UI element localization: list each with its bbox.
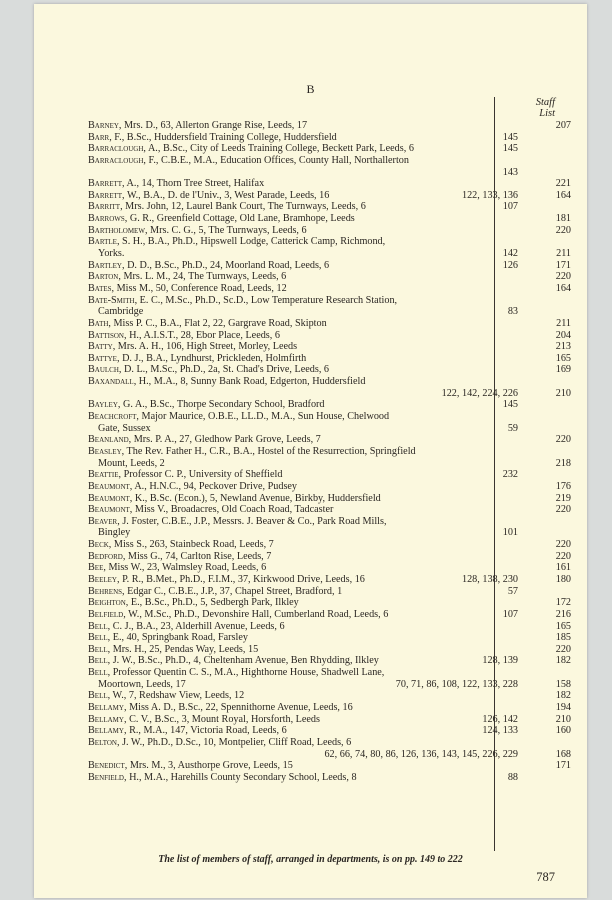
entry-line	[88, 480, 571, 493]
entry-details: , A., 14, Thorn Tree Street, Halifax	[122, 178, 265, 190]
entry-surname: Barrett	[88, 189, 123, 201]
entry-surname: Bellamy	[88, 702, 124, 714]
entry-surname: Benedict	[88, 760, 125, 772]
entry-line	[88, 597, 571, 609]
entry-surname: Bartholomew	[88, 224, 145, 236]
entry-text	[88, 562, 266, 574]
entry-staff-list-page: 220	[555, 643, 571, 655]
entry-line	[88, 189, 571, 202]
entry-details: , D. J., B.A., Lyndhurst, Prickleden, Holmfirth	[116, 352, 307, 364]
entry-staff-list-page: 158	[555, 678, 571, 690]
entry-line	[88, 411, 518, 423]
entry-surname: Bellamy	[88, 725, 124, 737]
entry-continuation-line	[88, 678, 571, 691]
entry-text	[88, 644, 258, 656]
entry-details: , Major Maurice, O.B.E., LL.D., M.A., Sun House, Chelwood	[136, 411, 390, 423]
entry-details: , P. R., B.Met., Ph.D., F.I.M., 37, Kirkwood Drive, Leeds, 16	[116, 573, 365, 585]
entry-surname: Bellamy	[88, 713, 124, 725]
entry-text	[88, 714, 320, 726]
entry-line	[88, 760, 571, 772]
entry-line	[88, 469, 518, 481]
staff-header-line-2: List	[539, 108, 555, 119]
entry-continuation-text: Mount, Leeds, 2	[98, 457, 165, 469]
entry-details: , K., B.Sc. (Econ.), 5, Newland Avenue, Birkby, Huddersfield	[129, 492, 381, 504]
entry-continuation-text: Yorks.	[98, 248, 125, 260]
entry-details: , J. W., Ph.D., D.Sc., 10, Montpelier, Cliff Road, Leeds, 6	[116, 736, 352, 748]
entry-surname: Beaumont	[88, 504, 130, 516]
entry-line	[88, 155, 518, 167]
entry-page-refs: 107	[502, 608, 518, 620]
entry-details: , W., B.A., D. de l'Univ., 3, West Parade, Leeds, 16	[122, 189, 330, 201]
entry-continuation-line	[88, 248, 571, 260]
entry-surname: Bee	[88, 562, 104, 574]
entry-details: , W., M.Sc., Ph.D., Devonshire Hall, Cumberland Road, Leeds, 6	[123, 608, 389, 620]
entry-line	[88, 376, 518, 388]
entry-line	[88, 213, 571, 225]
entry-details: , G. A., B.Sc., Thorpe Secondary School, Bradford	[117, 399, 325, 411]
entry-text	[88, 330, 280, 342]
entry-staff-list-page: 171	[555, 760, 571, 772]
entry-surname: Barrows	[88, 213, 125, 225]
entry-staff-list-page: 161	[555, 562, 571, 574]
entry-text	[88, 364, 329, 376]
entry-page-refs: 126, 142	[482, 713, 518, 725]
entry-line	[88, 713, 571, 726]
footnote: The list of members of staff, arranged in departments, is on pp. 149 to 222	[158, 854, 463, 865]
entry-line	[88, 341, 571, 353]
entry-surname: Beanland	[88, 434, 129, 446]
entry-details: , Mrs. M., 3, Austhorpe Grove, Leeds, 15	[124, 760, 293, 772]
entry-continuation-line	[88, 306, 518, 318]
entry-staff-list-page: 220	[555, 271, 571, 283]
entry-surname: Barritt	[88, 201, 121, 213]
entry-surname: Barraclough	[88, 154, 144, 166]
entry-staff-list-page: 181	[555, 213, 571, 225]
entry-surname: Beaumont	[88, 492, 130, 504]
entry-details: , R., M.A., 147, Victoria Road, Leeds, 6	[123, 725, 287, 737]
entry-line	[88, 201, 518, 213]
entry-staff-list-page: 218	[555, 457, 571, 469]
entry-surname: Bartley	[88, 259, 122, 271]
entry-line	[88, 492, 571, 505]
entry-surname: Bell	[88, 632, 108, 644]
entry-surname: Bath	[88, 317, 109, 329]
entry-text	[88, 574, 365, 586]
entry-details: , H., M.A., Harehills County Secondary School, Leeds, 8	[123, 771, 357, 783]
entry-surname: Bayley	[88, 399, 118, 411]
entry-surname: Beasley	[88, 445, 122, 457]
entry-details: , The Rev. Father H., C.R., B.A., Hostel of the Resurrection, Springfield	[121, 445, 416, 457]
entry-text	[88, 271, 286, 283]
entry-line	[88, 620, 571, 633]
entry-surname: Belton	[88, 736, 117, 748]
entry-text	[88, 201, 366, 213]
entry-text	[88, 318, 327, 330]
entry-staff-list-page: 164	[555, 282, 571, 294]
entry-text	[88, 132, 337, 144]
entry-continuation-line	[88, 423, 518, 435]
entry-text	[88, 399, 325, 411]
entry-staff-list-page: 169	[555, 364, 571, 376]
entry-text	[88, 632, 248, 644]
entry-surname: Beeley	[88, 573, 117, 585]
entry-details: , S. H., B.A., Ph.D., Hipswell Lodge, Catterick Camp, Richmond,	[116, 236, 386, 248]
entry-details: , D. D., B.Sc., Ph.D., 24, Moorland Road, Leeds, 6	[121, 259, 330, 271]
entry-staff-list-page: 211	[556, 317, 571, 329]
entry-line	[88, 282, 571, 295]
entry-staff-list-page: 220	[555, 550, 571, 562]
entry-page-refs: 142	[502, 248, 518, 260]
entry-page-refs: 145	[502, 399, 518, 411]
entry-staff-list-page: 165	[555, 620, 571, 632]
entry-surname: Bate-Smith	[88, 294, 135, 306]
entry-text	[88, 760, 293, 772]
entry-line	[88, 562, 571, 574]
section-letter: B	[306, 82, 315, 96]
entry-details: , Miss M., 50, Conference Road, Leeds, 12	[111, 282, 287, 294]
entry-staff-list-page: 160	[555, 725, 571, 737]
entry-text	[88, 120, 307, 132]
entry-continuation-line	[88, 457, 571, 470]
entry-staff-list-page: 220	[555, 539, 571, 551]
entry-line	[88, 539, 571, 551]
page-number: 787	[536, 870, 555, 884]
entry-surname: Beaver	[88, 515, 118, 527]
entry-line	[88, 364, 571, 376]
entry-surname: Battye	[88, 352, 117, 364]
entry-text	[88, 539, 274, 551]
entry-text	[88, 586, 342, 598]
entry-surname: Bell	[88, 620, 108, 632]
entry-details: , Mrs. H., 25, Pendas Way, Leeds, 15	[107, 643, 259, 655]
entry-details: , Mrs. P. A., 27, Gledhow Park Grove, Leeds, 7	[128, 434, 321, 446]
entry-details: , H., A.I.S.T., 28, Ebor Place, Leeds, 6	[123, 329, 280, 341]
entry-line	[88, 399, 518, 411]
entry-staff-list-page: 220	[555, 434, 571, 446]
entry-line	[88, 586, 518, 598]
entry-details: , E. C., M.Sc., Ph.D., Sc.D., Low Temperature Research Station,	[134, 294, 398, 306]
entry-text	[88, 504, 333, 516]
entry-surname: Bedford	[88, 550, 123, 562]
entry-page-refs: 128, 139	[482, 655, 518, 667]
entry-details: , F., B.Sc., Huddersfield Training College, Huddersfield	[109, 131, 337, 143]
entry-details: , Miss P. C., B.A., Flat 2, 22, Gargrave Road, Skipton	[108, 317, 327, 329]
entry-page-refs: 88	[507, 771, 518, 783]
entry-line	[88, 737, 518, 749]
entry-line	[88, 643, 571, 656]
entry-page-refs: 107	[502, 201, 518, 213]
entry-line	[88, 295, 518, 307]
entry-text	[88, 283, 287, 295]
entry-page-refs: 101	[502, 527, 518, 539]
entry-surname: Bell	[88, 643, 108, 655]
entry-line	[88, 725, 571, 737]
staff-list-header	[497, 97, 555, 119]
entry-text	[88, 353, 306, 365]
entry-surname: Bates	[88, 282, 112, 294]
entry-line	[88, 434, 571, 446]
entry-text	[88, 667, 384, 679]
entry-staff-list-page: 165	[555, 352, 571, 364]
entry-text	[88, 411, 389, 423]
entry-staff-list-page: 219	[555, 492, 571, 504]
entry-details: , G. R., Greenfield Cottage, Old Lane, Bramhope, Leeds	[124, 213, 355, 225]
entry-continuation-line	[88, 748, 571, 761]
staff-header-line-1: Staff	[535, 97, 555, 108]
entry-text	[88, 493, 381, 505]
entry-page-refs: 62, 66, 74, 80, 86, 126, 136, 143, 145, 226, 229	[324, 748, 518, 760]
book-page	[34, 4, 587, 898]
entry-text	[88, 597, 299, 609]
entry-surname: Barton	[88, 271, 119, 283]
entry-line	[88, 655, 571, 667]
entry-surname: Beachcroft	[88, 411, 137, 423]
entry-staff-list-page: 176	[555, 480, 571, 492]
entry-text	[88, 655, 379, 667]
entry-staff-list-page: 216	[555, 608, 571, 620]
entry-line	[88, 772, 518, 784]
entry-details: , Miss S., 263, Stainbeck Road, Leeds, 7	[108, 539, 274, 551]
entry-details: , Miss G., 74, Carlton Rise, Leeds, 7	[122, 550, 272, 562]
entry-continuation-line	[88, 387, 571, 400]
entry-details: , Professor C. P., University of Sheffield	[118, 469, 283, 481]
entry-text	[88, 446, 416, 458]
entry-text	[88, 516, 387, 528]
entry-line	[88, 224, 571, 237]
entry-text	[88, 702, 353, 714]
entry-line	[88, 504, 571, 516]
entry-text	[88, 434, 321, 446]
entry-line	[88, 178, 571, 190]
entry-surname: Benfield	[88, 771, 124, 783]
entry-staff-list-page: 194	[555, 702, 571, 714]
entry-page-refs: 57	[507, 585, 518, 597]
entry-line	[88, 271, 571, 283]
entry-text	[88, 621, 285, 633]
entry-text	[88, 225, 307, 237]
entry-details: , Mrs. D., 63, Allerton Grange Rise, Leeds, 17	[118, 120, 308, 131]
entry-staff-list-page: 213	[555, 341, 571, 353]
entry-details: , E., 40, Springbank Road, Farsley	[107, 632, 248, 644]
entry-page-refs: 143	[502, 166, 518, 178]
entry-staff-list-page: 220	[555, 224, 571, 236]
entry-surname: Barrett	[88, 178, 123, 190]
entry-staff-list-page: 220	[555, 504, 571, 516]
entry-surname: Baulch	[88, 364, 119, 376]
entry-staff-list-page: 210	[555, 387, 571, 399]
entry-staff-list-page: 210	[555, 713, 571, 725]
entry-continuation-line	[88, 167, 518, 179]
entry-text	[88, 155, 409, 167]
entry-details: , D. L., M.Sc., Ph.D., 2a, St. Chad's Drive, Leeds, 6	[118, 364, 330, 376]
entry-line	[88, 120, 571, 132]
entry-text	[88, 295, 397, 307]
entry-line	[88, 690, 571, 702]
entry-line	[88, 259, 571, 272]
entry-page-refs: 122, 142, 224, 226	[441, 387, 518, 399]
entry-staff-list-page: 172	[555, 597, 571, 609]
entry-page-refs: 124, 133	[482, 725, 518, 737]
entry-line	[88, 352, 571, 365]
entry-staff-list-page: 168	[555, 748, 571, 760]
entry-details: , W., 7, Redshaw View, Leeds, 12	[107, 690, 245, 702]
entry-text	[88, 143, 414, 155]
entry-text	[88, 725, 287, 737]
entry-line	[88, 143, 518, 155]
entry-staff-list-page: 185	[555, 632, 571, 644]
entry-surname: Batty	[88, 341, 113, 353]
entry-details: , J. Foster, C.B.E., J.P., Messrs. J. Beaver & Co., Park Road Mills,	[117, 515, 387, 527]
entry-text	[88, 341, 297, 353]
entry-continuation-text: Moortown, Leeds, 17	[98, 678, 186, 690]
entry-line	[88, 516, 518, 528]
entry-text	[88, 551, 271, 563]
entry-line	[88, 608, 571, 621]
entry-page-refs: 126	[502, 259, 518, 271]
entry-page-refs: 232	[502, 469, 518, 481]
entry-page-refs: 145	[502, 131, 518, 143]
entry-line	[88, 573, 571, 586]
entry-continuation-text: Bingley	[98, 527, 131, 539]
entry-page-refs: 70, 71, 86, 108, 122, 133, 228	[395, 678, 518, 690]
entry-text	[88, 178, 264, 190]
entry-page-refs: 128, 138, 230	[461, 573, 518, 585]
entry-page-refs: 83	[507, 306, 518, 318]
entry-line	[88, 632, 571, 644]
entry-text	[88, 213, 355, 225]
entry-text	[88, 772, 357, 784]
entry-line	[88, 317, 571, 330]
entry-line	[88, 446, 518, 458]
entry-surname: Barr	[88, 131, 110, 143]
entry-surname: Baxandall	[88, 376, 134, 388]
entry-surname: Bartle	[88, 236, 117, 248]
entry-staff-list-page: 207	[555, 120, 571, 131]
entry-details: , Mrs. John, 12, Laurel Bank Court, The Turnways, Leeds, 6	[120, 201, 366, 213]
entry-staff-list-page: 204	[555, 329, 571, 341]
entry-surname: Beighton	[88, 597, 126, 609]
entry-list	[88, 120, 571, 784]
entry-text	[88, 609, 388, 621]
entry-staff-list-page: 180	[555, 573, 571, 585]
entry-continuation-text: Gate, Sussex	[98, 422, 151, 434]
entry-details: , Miss W., 23, Walmsley Road, Leeds, 6	[103, 562, 267, 574]
entry-continuation-text: Cambridge	[98, 306, 144, 318]
entry-details: , F., C.B.E., M.A., Education Offices, County Hall, Northallerton	[143, 154, 409, 166]
entry-surname: Bell	[88, 667, 108, 679]
entry-surname: Barney	[88, 120, 119, 131]
entry-text	[88, 469, 282, 481]
entry-line	[88, 667, 518, 679]
entry-line	[88, 702, 571, 714]
entry-surname: Bell	[88, 690, 108, 702]
entry-details: , Edgar C., C.B.E., J.P., 37, Chapel Street, Bradford, 1	[122, 585, 343, 597]
entry-continuation-line	[88, 527, 518, 539]
entry-details: , C. V., B.Sc., 3, Mount Royal, Horsforth, Leeds	[123, 713, 320, 725]
entry-details: , Miss A. D., B.Sc., 22, Spennithorne Avenue, Leeds, 16	[123, 702, 353, 714]
entry-line	[88, 132, 518, 144]
entry-details: , Professor Quentin C. S., M.A., Highthorne House, Shadwell Lane,	[107, 667, 385, 679]
entry-staff-list-page: 182	[555, 655, 571, 667]
entry-staff-list-page: 211	[556, 248, 571, 260]
entry-surname: Barraclough	[88, 143, 144, 155]
entry-staff-list-page: 164	[555, 189, 571, 201]
entry-text	[88, 190, 329, 202]
entry-details: , Miss V., Broadacres, Old Coach Road, Tadcaster	[129, 504, 334, 516]
entry-text	[88, 690, 244, 702]
entry-details: , H., M.A., 8, Sunny Bank Road, Edgerton, Huddersfield	[133, 376, 366, 388]
entry-details: , A., H.N.C., 94, Peckover Drive, Pudsey	[129, 480, 298, 492]
entry-staff-list-page: 171	[555, 259, 571, 271]
entry-staff-list-page: 182	[555, 690, 571, 702]
entry-details: , E., B.Sc., Ph.D., 5, Sedbergh Park, Ilkley	[125, 597, 299, 609]
entry-text	[88, 481, 297, 493]
entry-details: , Mrs. A. H., 106, High Street, Morley, Leeds	[112, 341, 298, 353]
entry-surname: Behrens	[88, 585, 123, 597]
entry-line	[88, 550, 571, 563]
entry-details: , Mrs. C. G., 5, The Turnways, Leeds, 6	[144, 224, 307, 236]
entry-page-refs: 122, 133, 136	[461, 189, 518, 201]
entry-details: , A., B.Sc., City of Leeds Training College, Beckett Park, Leeds, 6	[143, 143, 414, 155]
entry-surname: Beaumont	[88, 480, 130, 492]
entry-details: , Mrs. L. M., 24, The Turnways, Leeds, 6	[118, 271, 287, 283]
entry-page-refs: 59	[507, 422, 518, 434]
entry-text	[88, 236, 385, 248]
entry-line	[88, 329, 571, 342]
entry-surname: Beattie	[88, 469, 119, 481]
entry-details: , J. W., B.Sc., Ph.D., 4, Cheltenham Avenue, Ben Rhydding, Ilkley	[107, 655, 379, 667]
entry-surname: Belfield	[88, 608, 124, 620]
entry-surname: Battison	[88, 329, 124, 341]
entry-text	[88, 376, 365, 388]
entry-surname: Bell	[88, 655, 108, 667]
entry-line	[88, 236, 518, 248]
entry-page-refs: 145	[502, 143, 518, 155]
entry-staff-list-page: 221	[555, 178, 571, 190]
entry-surname: Beck	[88, 539, 109, 551]
entry-details: , C. J., B.A., 23, Alderhill Avenue, Leeds, 6	[107, 620, 285, 632]
entry-text	[88, 260, 329, 272]
entry-text	[88, 737, 351, 749]
